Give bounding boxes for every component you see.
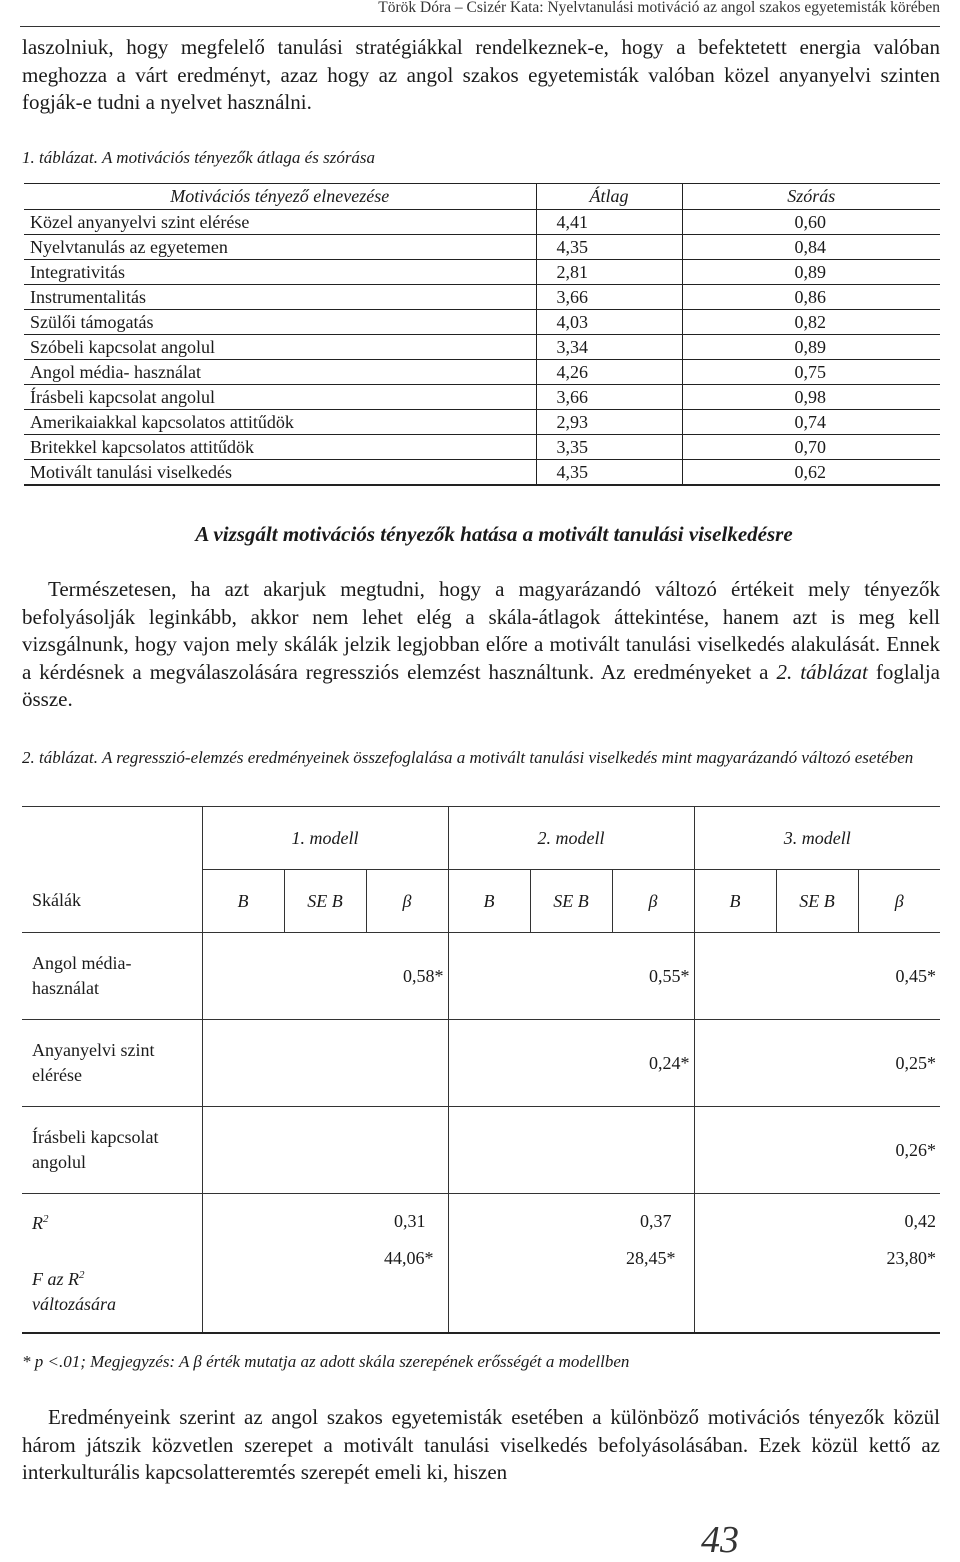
table2-f-model3: 23,80* [694,1248,940,1333]
table-row [24,310,940,335]
table2-r2-label: $R^2$ [32,1212,49,1233]
table-row [24,335,940,360]
table2-subheader: B [448,870,530,933]
table2-f-model1: 44,06* [202,1248,448,1333]
page-number: 43 [701,1519,739,1561]
paragraph-method [22,576,940,714]
table1-cell-factor: Instrumentalitás [24,285,536,310]
table1-cell-sd: 0,74 [682,410,940,435]
table-row [22,933,940,1020]
table1-cell-factor: Szóbeli kapcsolat angolul [24,335,536,360]
table2-scales-label: Skálák [22,870,202,933]
table1-cell-sd: 0,89 [682,335,940,360]
table2-subheader: SE B [530,870,612,933]
table2-f-model2: 28,45* [448,1248,694,1333]
table2-beta-model2: 0,24* [448,1020,694,1107]
table1-cell-sd: 0,70 [682,435,940,460]
table2-beta-model3: 0,25* [694,1020,940,1107]
table1-cell-sd: 0,60 [682,210,940,235]
paragraph-method-text-a: Természetesen, ha azt akarjuk megtudni, hogy a magyarázandó változó értékeit mely tényezők befolyásolják leginkább, akkor nem lehet elég a skála-átlagok áttekintése, hanem azt is meg kell vizsgálnunk, hogy vajon mely skálák jelzik legjobban előre a motivált tanulási viselkedés alakulását. Ennek a kérdésnek a megválaszolására regressziós elemzést használtunk. Az eredményeket a [22,577,940,684]
table1-cell-mean: 3,66 [536,385,682,410]
table-row [24,360,940,385]
table1-cell-mean: 4,35 [536,460,682,486]
table2-subheader: SE B [776,870,858,933]
table2-regression [22,806,940,1334]
table1-cell-mean: 2,93 [536,410,682,435]
table2-footnote: * p <.01; Megjegyzés: A β érték mutatja az adott skála szerepének erősségét a modellben [22,1352,630,1371]
table2-row-label: Írásbeli kapcsolat angolul [22,1107,202,1194]
table1-cell-factor: Közel anyanyelvi szint elérése [24,210,536,235]
table1-cell-mean: 4,35 [536,235,682,260]
table2-r2-row [22,1194,940,1249]
table2-f-label: F az $R^2$ változására [22,1248,202,1333]
table2-f-row [22,1248,940,1333]
table2-beta-model3: 0,45* [694,933,940,1020]
table2-subheader: B [694,870,776,933]
table1-cell-mean: 4,41 [536,210,682,235]
paragraph-intro: laszolniuk, hogy megfelelő tanulási stratégiákkal rendelkeznek-e, hogy a befektetett energia valóban meghozza a várt eredményt, azaz hogy az angol szakos egyetemisták valóban közel anyanyelvi szinten fogják-e tudni a nyelvet használni. [22,35,940,114]
table1-cell-sd: 0,89 [682,260,940,285]
table2-subheader: SE B [284,870,366,933]
table-row [22,1107,940,1194]
table1-header-row [24,184,940,210]
table1-cell-factor: Szülői támogatás [24,310,536,335]
table2-model-2: 2. modell [448,807,694,870]
table2-subheader: β [366,870,448,933]
table1-header-factor: Motivációs tényező elnevezése [24,184,536,210]
table2-r2-model1: 0,31 [202,1194,448,1249]
paragraph-results: Eredményeink szerint az angol szakos egyetemisták esetében a különböző motivációs tényezők közül három játszik közvetlen szerepet a motivált tanulási viselkedés befolyásolásában. Ezek közül kettő az interkulturális kapcsolatteremtés szerepét emeli ki, hiszen [22,1405,940,1484]
table2-model-1: 1. modell [202,807,448,870]
table1-header-mean: Átlag [536,184,682,210]
table2-beta-model3: 0,26* [694,1107,940,1194]
table1-cell-factor: Nyelvtanulás az egyetemen [24,235,536,260]
table1-cell-mean: 4,03 [536,310,682,335]
table1-caption: 1. táblázat. A motivációs tényezők átlaga és szórása [22,148,376,167]
table1-cell-sd: 0,62 [682,460,940,486]
table2-r2-model3: 0,42 [694,1194,940,1249]
section-heading: A vizsgált motivációs tényezők hatása a motivált tanulási viselkedésre [195,522,793,546]
table1-cell-sd: 0,84 [682,235,940,260]
table2-caption: 2. táblázat. A regresszió-elemzés eredményeinek összefoglalása a motivált tanulási viselkedés mint magyarázandó változó esetében [22,748,914,767]
table2-model-row [22,807,940,870]
table2-subheader-row [22,870,940,933]
table2-subheader: β [858,870,940,933]
table2-beta-model1 [202,1020,448,1107]
table-row [24,260,940,285]
table1-cell-sd: 0,82 [682,310,940,335]
table2-beta-model1 [202,1107,448,1194]
table1-cell-factor: Angol média- használat [24,360,536,385]
table1-cell-mean: 3,35 [536,435,682,460]
table1-cell-sd: 0,86 [682,285,940,310]
table1-cell-mean: 4,26 [536,360,682,385]
table-row [24,235,940,260]
table-row [24,410,940,435]
table1-cell-mean: 3,66 [536,285,682,310]
table1-cell-sd: 0,75 [682,360,940,385]
table1-cell-factor: Integrativitás [24,260,536,285]
table1-cell-factor: Motivált tanulási viselkedés [24,460,536,486]
table1-cell-mean: 3,34 [536,335,682,360]
table-row [24,210,940,235]
table2-beta-model2: 0,55* [448,933,694,1020]
running-head [20,0,940,27]
table2-beta-model2 [448,1107,694,1194]
table1-cell-factor: Amerikaiakkal kapcsolatos attitűdök [24,410,536,435]
table1-cell-sd: 0,98 [682,385,940,410]
table-row [24,385,940,410]
table2-subheader: B [202,870,284,933]
table-row [24,435,940,460]
table2-row-label: Angol média- használat [22,933,202,1020]
table2-beta-model1: 0,58* [202,933,448,1020]
table-row [24,460,940,486]
table1-cell-factor: Írásbeli kapcsolat angolul [24,385,536,410]
table1-cell-mean: 2,81 [536,260,682,285]
table2-model-3: 3. modell [694,807,940,870]
table1-header-sd: Szórás [682,184,940,210]
running-head-text: Török Dóra – Csizér Kata: Nyelvtanulási motiváció az angol szakos egyetemisták körében [378,0,940,16]
table-row [24,285,940,310]
paragraph-method-text-b: foglalja össze. [22,659,940,711]
table-row [22,1020,940,1107]
table1-means-sd [24,183,940,486]
table-reference: 2. táblázat [776,659,868,684]
table2-row-label: Anyanyelvi szint elérése [22,1020,202,1107]
table2-r2-model2: 0,37 [448,1194,694,1249]
table1-cell-factor: Britekkel kapcsolatos attitűdök [24,435,536,460]
table2-subheader: β [612,870,694,933]
